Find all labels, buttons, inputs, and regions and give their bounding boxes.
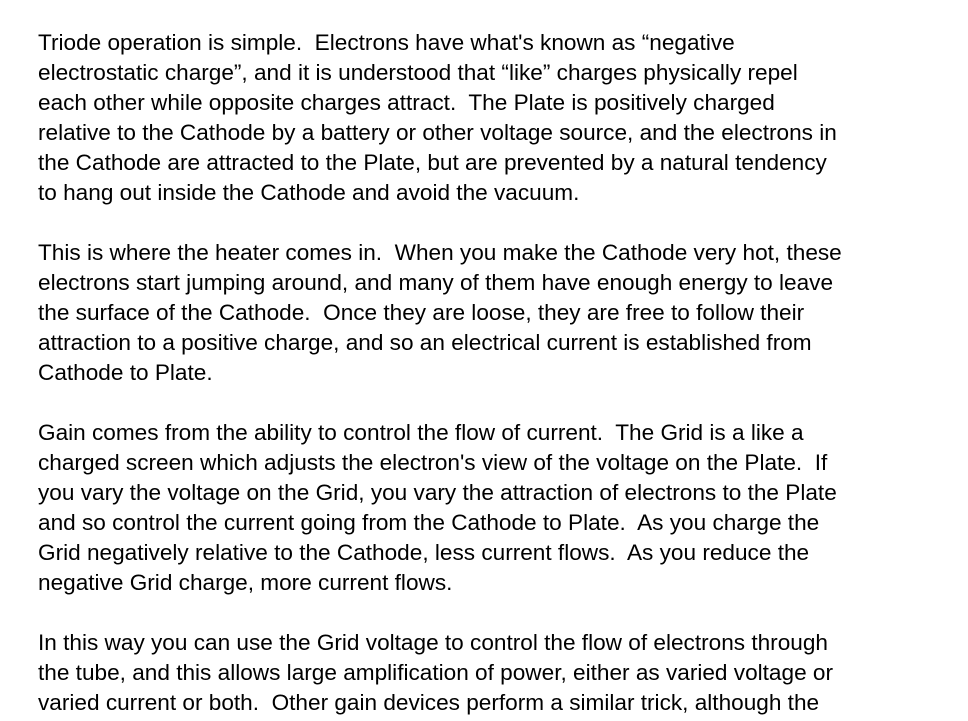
paragraph-spacer bbox=[38, 598, 968, 628]
text-line: relative to the Cathode by a battery or other voltage source, and the electrons in bbox=[38, 120, 837, 145]
text-line: each other while opposite charges attract. The Plate is positively charged bbox=[38, 90, 775, 115]
text-line: varied current or both. Other gain devices perform a similar trick, although the bbox=[38, 690, 820, 715]
text-line: Triode operation is simple. Electrons have what's known as “negative bbox=[38, 30, 735, 55]
text-line: charged screen which adjusts the electron's view of the voltage on the Plate. If bbox=[38, 450, 828, 475]
paragraph-triode-operation bbox=[38, 28, 968, 208]
text-line: Cathode to Plate. bbox=[38, 360, 213, 385]
text-line: electrons start jumping around, and many of them have enough energy to leave bbox=[38, 270, 834, 295]
paragraph-gain bbox=[38, 418, 968, 598]
text-line: attraction to a positive charge, and so an electrical current is established from bbox=[38, 330, 812, 355]
text-line: Gain comes from the ability to control the flow of current. The Grid is a like a bbox=[38, 420, 804, 445]
text-line: you vary the voltage on the Grid, you vary the attraction of electrons to the Plate bbox=[38, 480, 837, 505]
text-line: and so control the current going from the Cathode to Plate. As you charge the bbox=[38, 510, 820, 535]
text-line: This is where the heater comes in. When you make the Cathode very hot, these bbox=[38, 240, 842, 265]
text-line: to hang out inside the Cathode and avoid the vacuum. bbox=[38, 180, 580, 205]
paragraph-heater bbox=[38, 238, 968, 388]
paragraph-spacer bbox=[38, 388, 968, 418]
paragraph-spacer bbox=[38, 208, 968, 238]
document-page bbox=[38, 28, 968, 718]
text-line: the surface of the Cathode. Once they are loose, they are free to follow their bbox=[38, 300, 805, 325]
text-line: the tube, and this allows large amplification of power, either as varied voltage or bbox=[38, 660, 833, 685]
text-line: electrostatic charge”, and it is understood that “like” charges physically repel bbox=[38, 60, 798, 85]
text-line: negative Grid charge, more current flows. bbox=[38, 570, 453, 595]
text-line: Grid negatively relative to the Cathode, less current flows. As you reduce the bbox=[38, 540, 810, 565]
text-line: In this way you can use the Grid voltage to control the flow of electrons through bbox=[38, 630, 828, 655]
text-line: the Cathode are attracted to the Plate, but are prevented by a natural tendency bbox=[38, 150, 827, 175]
paragraph-grid-voltage bbox=[38, 628, 968, 718]
